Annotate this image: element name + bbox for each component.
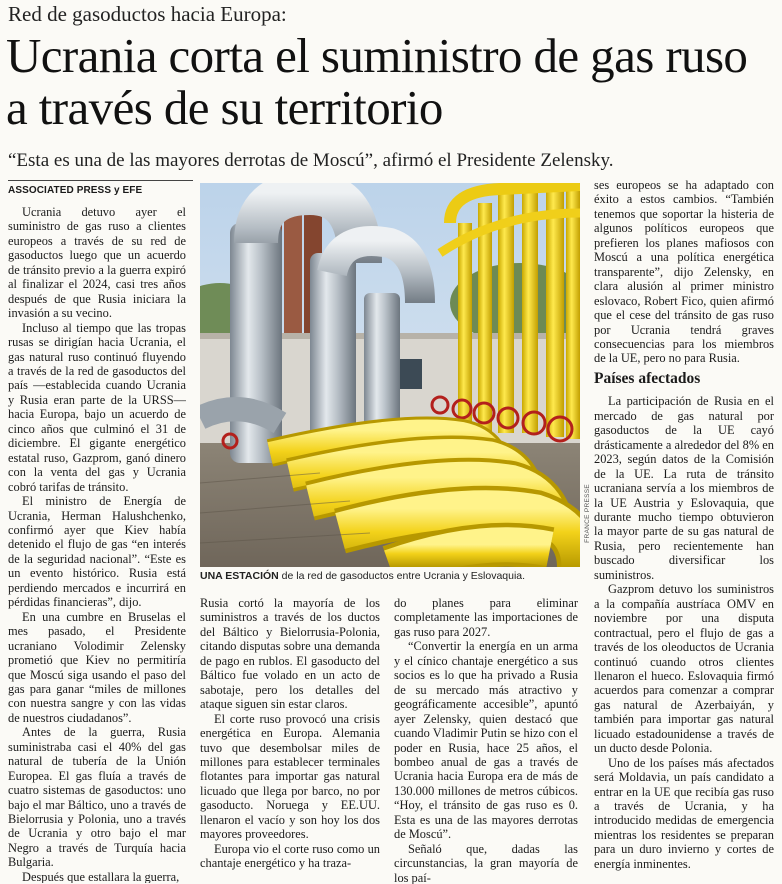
byline: ASSOCIATED PRESS y EFE [8, 185, 143, 196]
paragraph: El ministro de Energía de Ucrania, Herman Halushchenko, confirmó ayer que Kiev había detenido el flujo de gas “en interés de la seguridad nacional”. “Este es un evento histórico. Rusia está perdiendo mercados e incurrirá en pérdidas financieras”, dijo. [8, 494, 186, 610]
caption-text: de la red de gasoductos entre Ucrania y Eslovaquia. [278, 570, 526, 582]
byline-rule [8, 180, 193, 181]
section-heading: Países afectados [594, 369, 701, 387]
paragraph: El corte ruso provocó una crisis energética en Europa. Alemania tuvo que desembolsar miles de millones para establecer terminales flotantes para importar gas natural licuado que llega por barco, no por gasoducto. Noruega y EE.UU. llenaron el vacío y son hoy los dos mayores proveedores. [200, 711, 380, 842]
article-column-2 [200, 596, 380, 884]
photo-caption [200, 570, 584, 582]
headline: Ucrania corta el suministro de gas ruso a través de su territorio [6, 28, 748, 135]
subhead: “Esta es una de las mayores derrotas de Moscú”, afirmó el Presidente Zelensky. [8, 150, 614, 171]
paragraph: Después que estallara la guerra, [22, 869, 180, 883]
paragraph: Rusia cortó la mayoría de los suministros a través de los ductos del Báltico y Bielorrusia-Polonia, citando disputas sobre una demanda de pago en rublos. El gasoducto del Báltico fue volado en un acto de sabotaje, pero los detalles del ataque siguen sin estar claros. [200, 596, 380, 712]
paragraph: La participación de Rusia en el mercado de gas natural por gasoductos de la UE cayó drásticamente a alrededor del 8% en 2023, según datos de la Comisión de la UE. La ruta de tránsito ucraniana servía a los miembros de la UE Austria y Eslovaquia, que durante mucho tiempo obtuvieron la mayor parte de su gas natural de Rusia, pero recientemente han buscado diversificar los suministros. [594, 394, 774, 582]
paragraph: Antes de la guerra, Rusia suministraba casi el 40% del gas natural de tubería de la Unión Europea. El gas fluía a través de cuatro sistemas de gasoductos: uno bajo el mar Báltico, uno a través de Bielorrusia y Polonia, uno a través de Ucrania y otro bajo el mar Negro a través de Turquía hacia Bulgaria. [8, 725, 186, 870]
paragraph: Gazprom detuvo los suministros a la compañía austríaca OMV en noviembre por una disputa contractual, pero el flujo de gas a través de los oleoductos de Ucrania continuó cuando otros clientes llenaron el hueco. Eslovaquia firmó acuerdos para comenzar a comprar gas natural de Azerbaiyán, y también para importar gas natural licuado estadounidense a través de un ducto desde Polonia. [594, 582, 774, 756]
pipeline-photo [200, 183, 580, 567]
paragraph: En una cumbre en Bruselas el mes pasado, el Presidente ucraniano Volodimir Zelensky prometió que Kiev no permitiría que Moscú siga usando el paso del gas para ganar “miles de millones con nuestra sangre y con las vidas de nuestros ciudadanos”. [8, 609, 186, 725]
article-column-4 [594, 178, 774, 884]
paragraph: “Convertir la energía en un arma y el cínico chantaje energético a sus socios es lo que ha privado a Rusia de su mercado más atractivo y geográficamente accesible”, apuntó ayer Zelensky, quien destacó que cuando Vladimir Putin se hizo con el poder en Rusia, hace 25 años, el bombeo anual de gas a través de Ucrania hacia Europa era de más de 130.000 millones de metros cúbicos. “Hoy, el tránsito de gas ruso es 0. Esta es una de las mayores derrotas de Moscú”. [394, 639, 578, 842]
paragraph: Ucrania detuvo ayer el suministro de gas ruso a clientes europeos a través de su red de gasoductos luego que un acuerdo de tránsito previo a la guerra expiró al finalizar el 2024, casi tres años después de que Rusia iniciara la invasión a su vecino. [8, 205, 186, 321]
article-column-3 [394, 596, 578, 884]
photo-credit: FRANCE PRESSE [584, 484, 591, 543]
paragraph: Uno de los países más afectados será Moldavia, un país candidato a entrar en la UE que recibía gas ruso a través de Ucrania, y ha introducido medidas de emergencia mientras los residentes se preparan para un duro invierno y cortes de energía inminentes. [594, 755, 774, 871]
paragraph: do planes para eliminar completamente las importaciones de gas ruso para 2027. [394, 596, 578, 639]
kicker: Red de gasoductos hacia Europa: [8, 2, 287, 26]
caption-lead: UNA ESTACIÓN [200, 570, 279, 582]
paragraph: ses europeos se ha adaptado con éxito a estos cambios. “También tenemos que soportar la histeria de algunos políticos europeos que prefieren los planes mafiosos con Moscú a una política energética transparente”, dijo Zelensky, en clara alusión al primer ministro eslovaco, Robert Fico, quien afirmó que el cese del tránsito de gas ruso por Ucrania tendrá graves consecuencias para los miembros de la UE, pero no para Rusia. [594, 178, 774, 366]
article-column-1 [8, 205, 186, 883]
paragraph: Señaló que, dadas las circunstancias, la gran mayoría de los paí- [394, 841, 578, 884]
paragraph: Incluso al tiempo que las tropas rusas se dirigían hacia Ucrania, el gas natural ruso continuó fluyendo a través de la red de gasoductos del país —establecida cuando Ucrania y Rusia eran parte de la URSS— hacia Europa, bajo un acuerdo de cinco años que culminó el 31 de diciembre. El gigante energético estatal ruso, Gazprom, ganó dinero con la venta del gas y Ucrania cobró tarifas de tránsito. [8, 320, 186, 494]
paragraph: Europa vio el corte ruso como un chantaje energético y ha traza- [200, 841, 380, 871]
